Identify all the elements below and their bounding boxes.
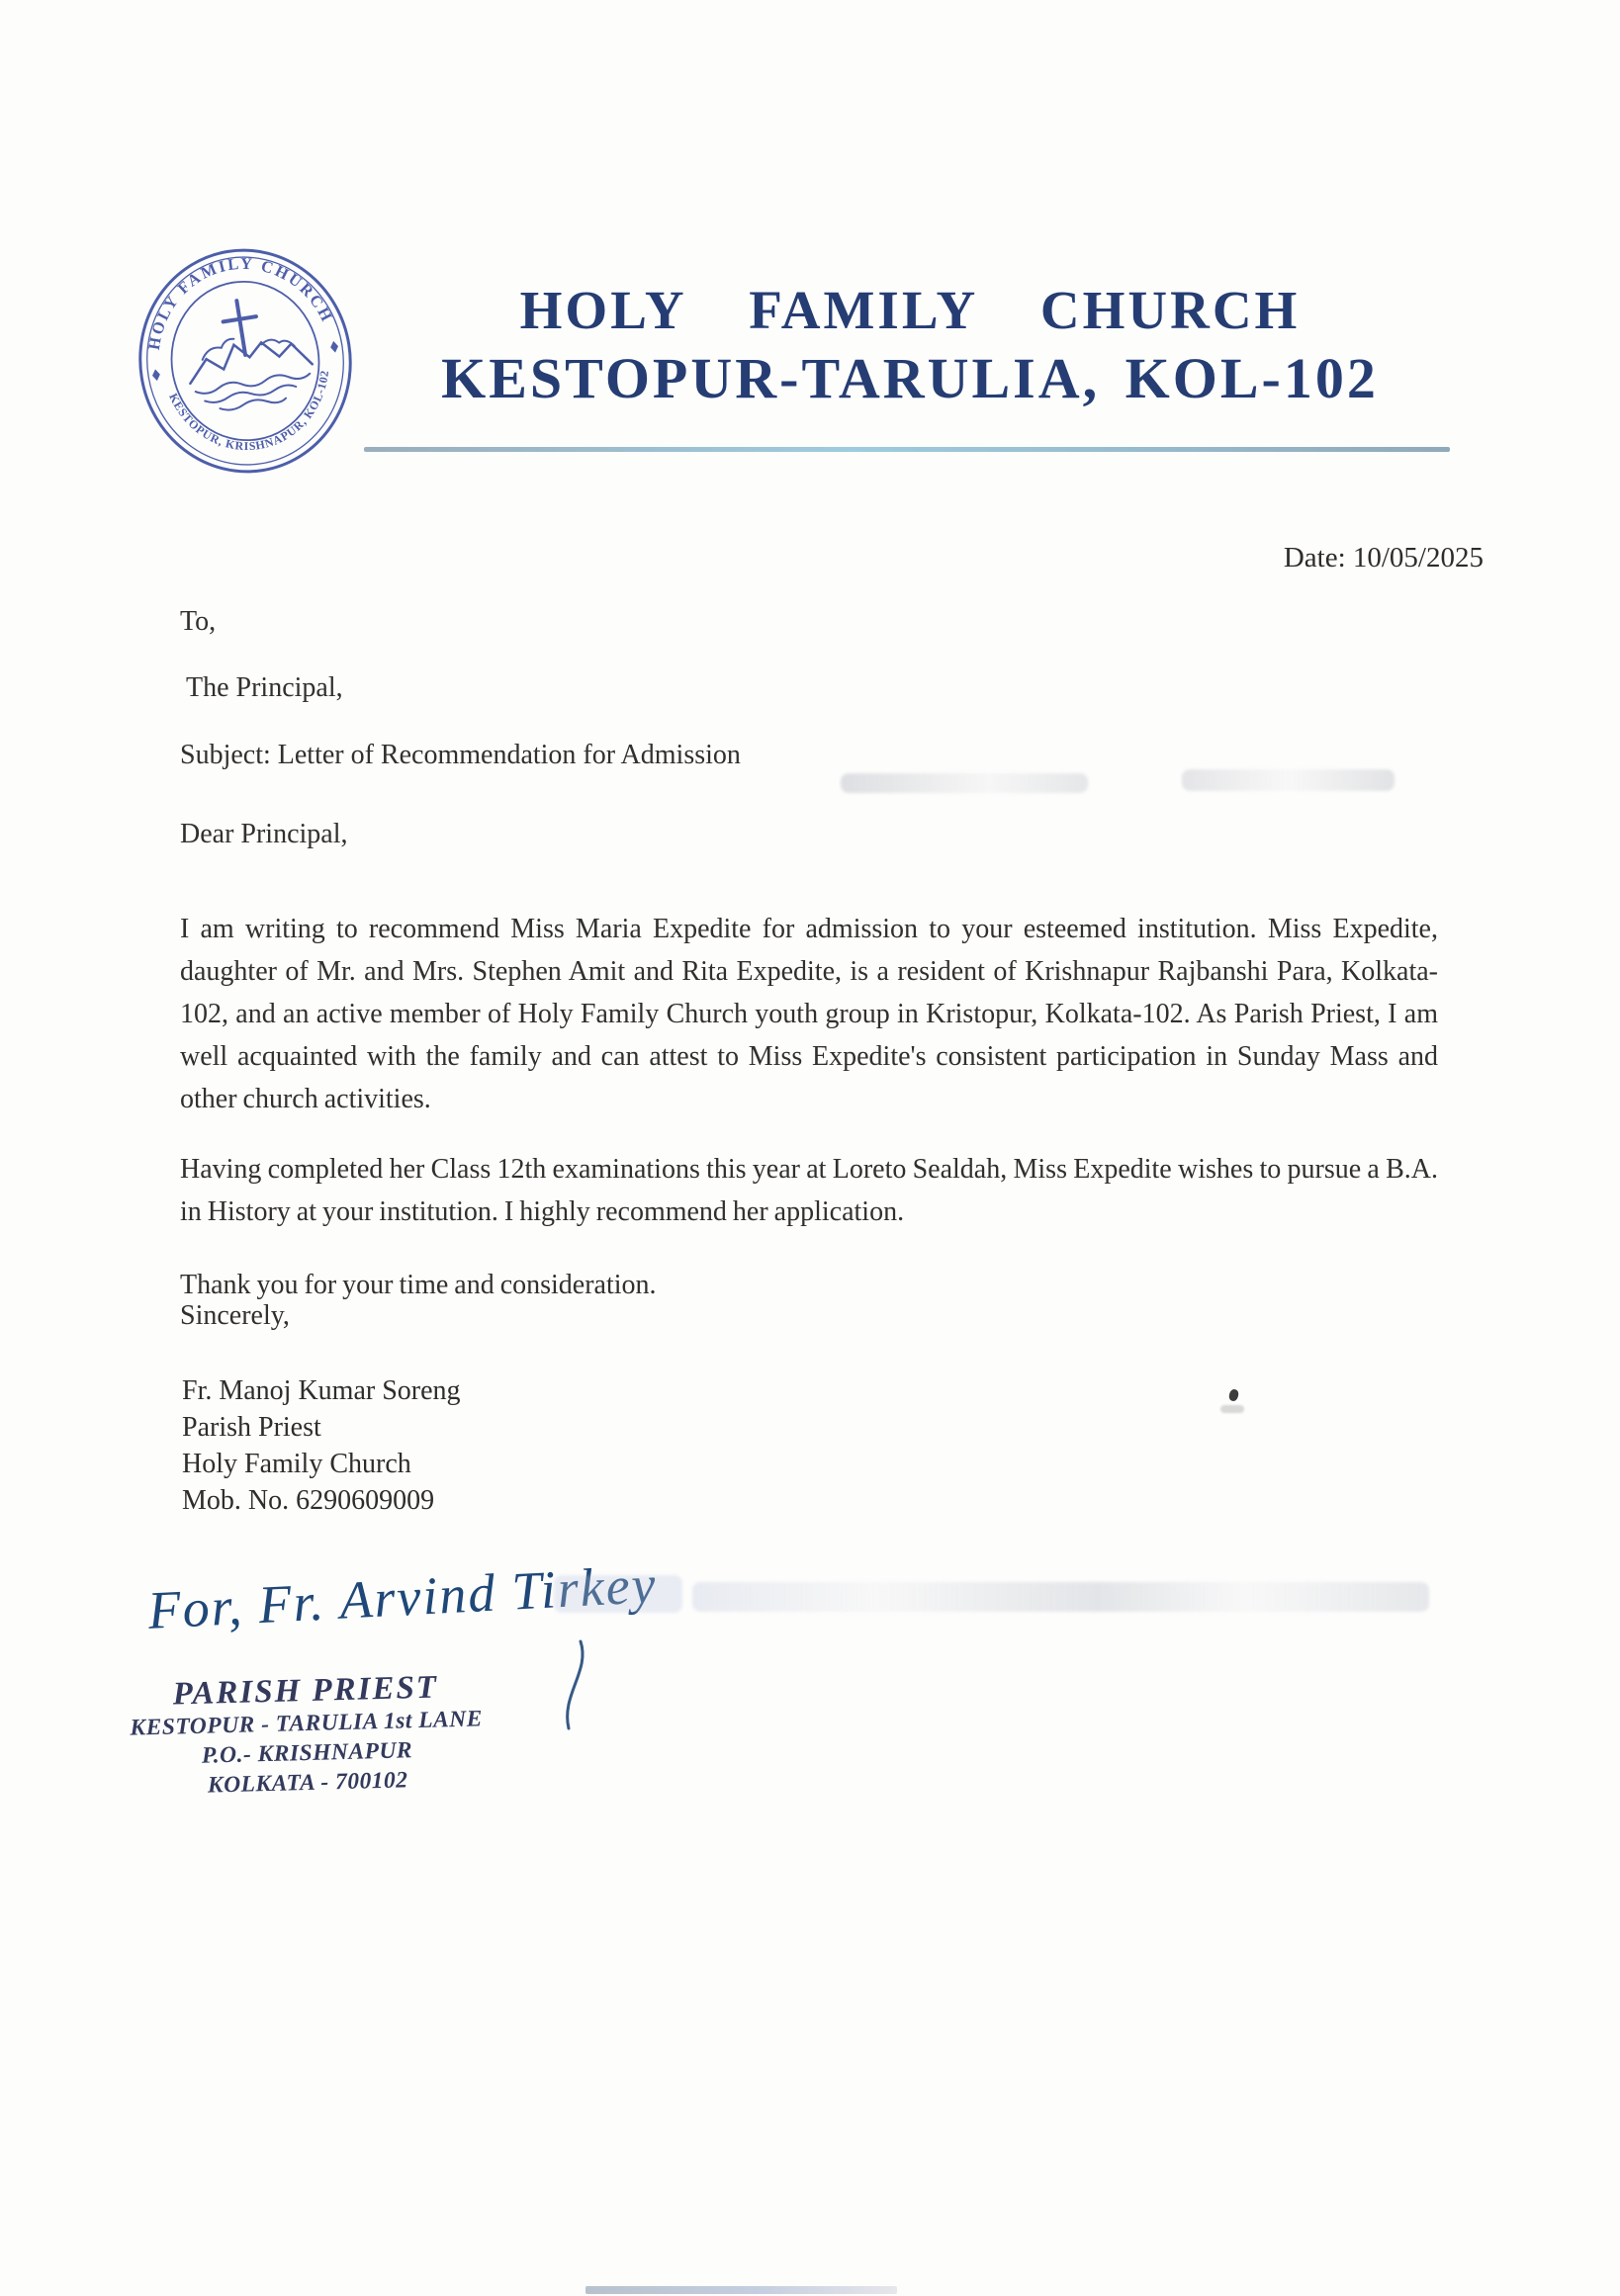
ink-smear-artifact <box>1220 1405 1244 1413</box>
org-address: KESTOPUR-TARULIA, KOL-102 <box>441 345 1379 410</box>
parish-stamp <box>117 1668 495 1803</box>
stamp-title: PARISH PRIEST <box>172 1669 439 1713</box>
body-paragraph-2: Having completed her Class 12th examinations this year at Loreto Sealdah, Miss Expedite wishes to pursue a B.A. in History at your institution. I highly recommend her application. <box>180 1154 1438 1227</box>
seal-diamond-left <box>151 369 161 382</box>
greeting-line: Dear Principal, <box>180 819 348 849</box>
signature-flourish <box>539 1637 598 1736</box>
letterhead <box>386 281 1434 409</box>
seal-landscape <box>184 327 316 415</box>
org-name: HOLY FAMILY CHURCH <box>519 280 1301 340</box>
subject-line: Subject: Letter of Recommendation for Admission <box>180 740 741 770</box>
signer-organization: Holy Family Church <box>182 1449 411 1479</box>
seal-diamond-right <box>329 340 339 353</box>
body-paragraph-1: I am writing to recommend Miss Maria Expedite for admission to your esteemed institution. Miss Expedite, daughter of Mr. and Mrs. Stephen Amit and Rita Expedite, is a resident of Krishnapur Rajbanshi Para, Kolkata-102, and an active member of Holy Family Church youth group in Kristopur, Kolkata-102. As Parish Priest, I am well acquainted with the family and can attest to Miss Expedite's consistent participation in Sunday Mass and other church activities. <box>180 914 1438 1114</box>
signer-block <box>182 1372 461 1519</box>
header-divider <box>364 447 1450 452</box>
svg-text:HOLY FAMILY CHURCH <box>132 240 338 354</box>
stamp-address-3: KOLKATA - 700102 <box>207 1767 408 1799</box>
stamp-address-2: P.O.- KRISHNAPUR <box>201 1737 413 1769</box>
stamp-address-1: KESTOPUR - TARULIA 1st LANE <box>130 1706 484 1741</box>
signer-title: Parish Priest <box>182 1412 321 1443</box>
to-line: To, <box>180 606 217 637</box>
handwritten-signature: For, Fr. Arvind Tirkey <box>146 1554 659 1640</box>
scan-edge-artifact <box>585 2286 897 2294</box>
date-line: Date: 10/05/2025 <box>1283 542 1484 574</box>
closing-line: Sincerely, <box>180 1300 290 1331</box>
scan-smudge <box>692 1582 1429 1612</box>
church-seal-logo <box>116 227 375 495</box>
recipient-line: The Principal, <box>186 672 343 703</box>
scan-smudge <box>554 1575 682 1613</box>
signer-mobile: Mob. No. 6290609009 <box>182 1485 435 1516</box>
scan-smudge <box>841 773 1088 793</box>
body-paragraph-3: Thank you for your time and consideration. <box>180 1270 657 1300</box>
scan-smudge <box>1182 769 1395 791</box>
seal-bottom-text: KESTOPUR, KRISHNAPUR, KOL-102 <box>166 369 332 454</box>
church-seal-graphic <box>116 227 375 495</box>
ink-dot-artifact <box>1228 1388 1240 1402</box>
seal-top-text: HOLY FAMILY CHURCH <box>143 253 338 352</box>
signer-name: Fr. Manoj Kumar Soreng <box>182 1375 461 1406</box>
